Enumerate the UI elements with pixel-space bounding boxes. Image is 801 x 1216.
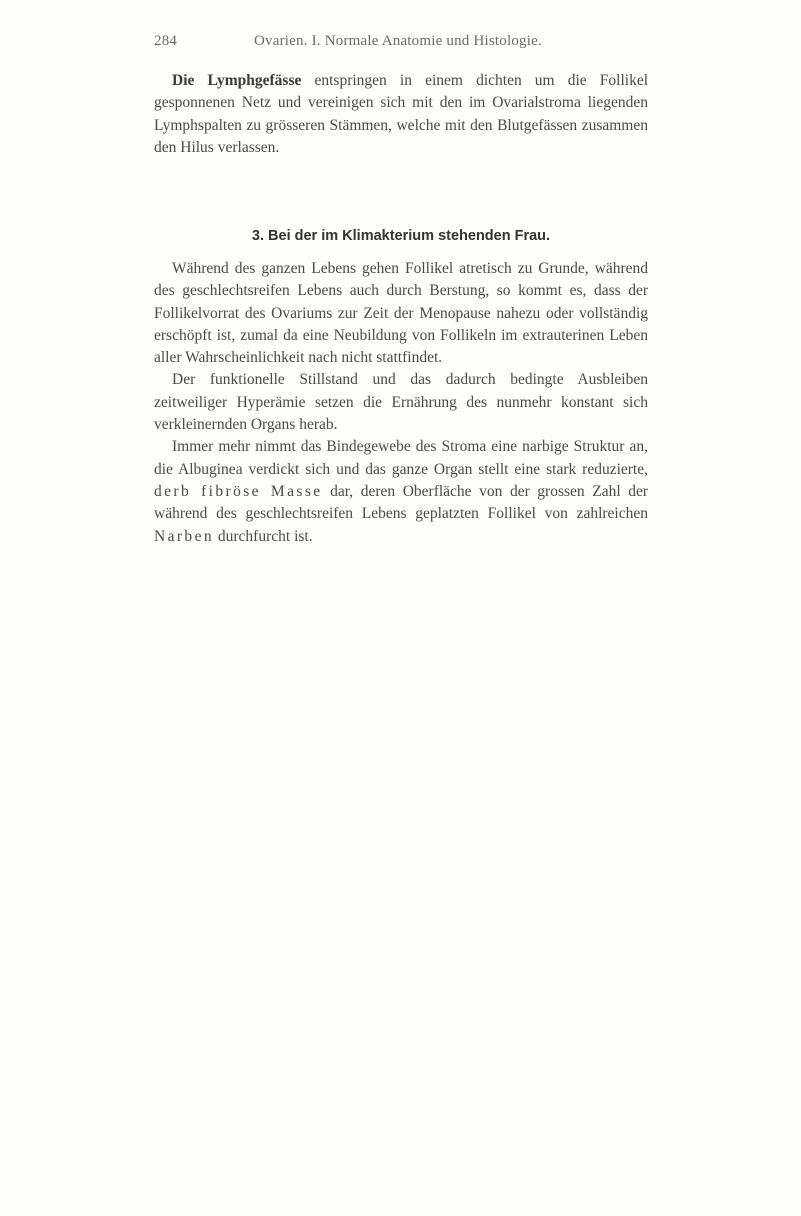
emphasis-derb-fibroese: derb fibröse Masse [154, 482, 323, 500]
lymph-text: entspringen in einem dichten um die Follikel gesponnenen Netz und vereinigen sich mit den im Ovarialstroma liegenden Lymphspalten zu grösseren Stämmen, welche mit den Blutgefässen zusammen den Hilus verlassen. [154, 72, 649, 156]
p3-text-b: dar, deren Oberfläche von der grossen Zahl der während des geschlechtsreifen Lebens geplatzten Follikel von zahlreichen [154, 482, 648, 523]
section-heading: 3. Bei der im Klimakterium stehenden Frau. [251, 228, 551, 244]
p3-text-a: Immer mehr nimmt das Bindegewebe des Stroma eine narbige Struktur an, die Albuginea verdickt sich und das ganze Organ stellt eine stark reduzierte, [154, 438, 648, 478]
lymph-paragraph [154, 70, 648, 159]
paragraph-bindegewebe [154, 436, 648, 547]
section-body [154, 258, 648, 548]
paragraph-stillstand: Der funktionelle Stillstand und das dadurch bedingte Ausbleiben zeitweiliger Hyperämie setzen die Ernährung des nunmehr konstant sich verkleinernden Organs herab. [154, 371, 648, 434]
paragraph-follikel: Während des ganzen Lebens gehen Follikel atretisch zu Grunde, während des geschlechtsreifen Lebens auch durch Berstung, so kommt es, dass der Follikelvorrat des Ovariums zur Zeit der Menopause nahezu oder vollständig erschöpft ist, zumal da eine Neubildung von Follikeln im extrauterinen Leben aller Wahrscheinlichkeit nach nicht stattfindet. [154, 260, 648, 367]
emphasis-narben: Narben [154, 527, 215, 545]
p3-text-c: durchfurcht ist. [214, 527, 313, 545]
lead-term: Die Lymphgefässe [172, 72, 302, 89]
running-title: Ovarien. I. Normale Anatomie und Histologie. [254, 33, 542, 49]
page-number: 284 [154, 33, 178, 49]
